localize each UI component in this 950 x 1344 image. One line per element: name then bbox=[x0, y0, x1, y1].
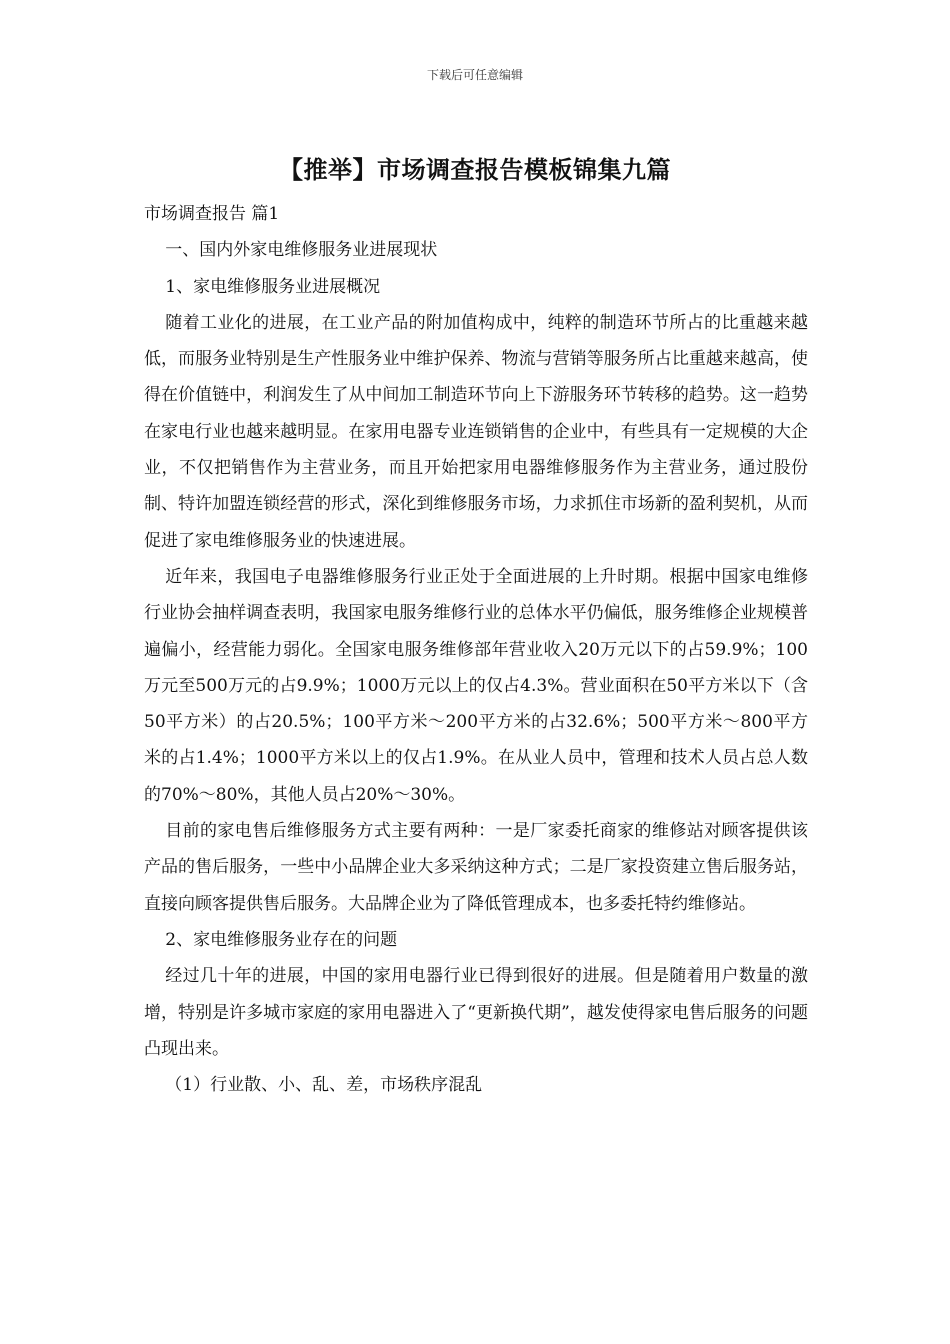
document-title: 【推举】市场调查报告模板锦集九篇 bbox=[279, 155, 671, 184]
document-body bbox=[144, 196, 808, 1103]
paragraph: 随着工业化的进展，在工业产品的附加值构成中，纯粹的制造环节所占的比重越来越低，而服务业特别是生产性服务业中维护保养、物流与营销等服务所占比重越来越高，使得在价值链中，利润发生了从中间加工制造环节向上下游服务环节转移的趋势。这一趋势在家电行业也越来越明显。在家用电器专业连锁销售的企业中，有些具有一定规模的大企业，不仅把销售作为主营业务，而且开始把家用电器维修服务作为主营业务，通过股份制、特许加盟连锁经营的形式，深化到维修服务市场，力求抓住市场新的盈利契机，从而促进了家电维修服务业的快速进展。 bbox=[144, 312, 808, 551]
paragraph: 经过几十年的进展，中国的家用电器行业已得到很好的进展。但是随着用户数量的激增，特别是许多城市家庭的家用电器进入了“更新换代期”，越发使得家电售后服务的问题凸现出来。 bbox=[144, 966, 808, 1059]
paragraph: 目前的家电售后维修服务方式主要有两种：一是厂家委托商家的维修站对顾客提供该产品的售后服务，一些中小品牌企业大多采纳这种方式；二是厂家投资建立售后服务站，直接向顾客提供售后服务。大品牌企业为了降低管理成本，也多委托特约维修站。 bbox=[144, 821, 808, 914]
subsection-heading: 2、家电维修服务业存在的问题 bbox=[165, 929, 398, 950]
paragraph: 近年来，我国电子电器维修服务行业正处于全面进展的上升时期。根据中国家电维修行业协会抽样调查表明，我国家电服务维修行业的总体水平仍偏低，服务维修企业规模普遍偏小，经营能力弱化。全国家电服务维修部年营业收入20万元以下的占59.9%；100万元至500万元的占9.9%；1000万元以上的仅占4.3%。营业面积在50平方米以下（含50平方米）的占20.5%；100平方米～200平方米的占32.6%；500平方米～800平方米的占1.4%；1000平方米以上的仅占1.9%。在从业人员中，管理和技术人员占总人数的70%～80%，其他人员占20%～30%。 bbox=[144, 566, 808, 805]
chapter-heading: 一、国内外家电维修服务业进展现状 bbox=[165, 240, 438, 261]
subsection-heading: 1、家电维修服务业进展概况 bbox=[165, 276, 381, 297]
list-item-heading: （1）行业散、小、乱、差，市场秩序混乱 bbox=[165, 1075, 483, 1096]
section-heading: 市场调查报告 篇1 bbox=[144, 204, 280, 224]
page-header-note: 下载后可任意编辑 bbox=[426, 68, 523, 82]
